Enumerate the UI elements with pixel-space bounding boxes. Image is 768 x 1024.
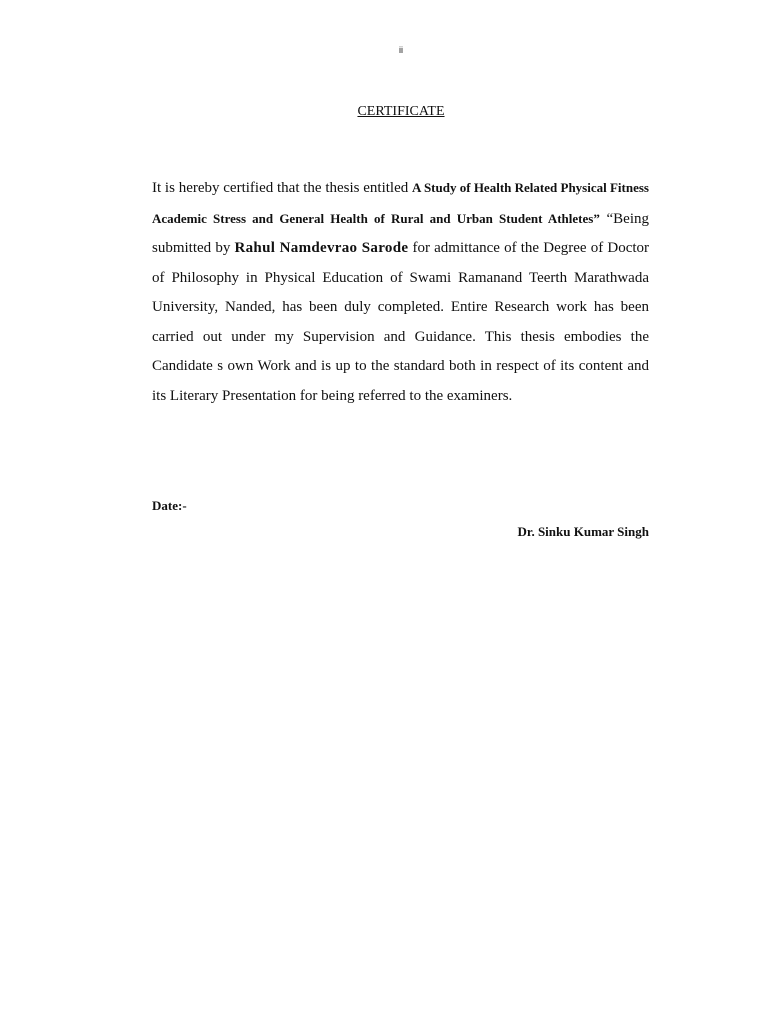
submitted-by-text: “Being submitted by bbox=[152, 210, 649, 256]
page-number: ii bbox=[399, 45, 403, 55]
certificate-statement: for admittance of the Degree of Doctor of Philosophy in Physical Education of Swami Ramanand Teerth Marathwada University, Nanded, has been duly completed. Entire Research work has been carried out under my Supervision and Guidance. This thesis embodies the Candidate s own Work and is up to the standard both in respect of its content and its Literary Presentation for being referred to the examiners. bbox=[152, 240, 650, 404]
date-label: Date:- bbox=[152, 498, 187, 513]
certificate-body bbox=[152, 173, 649, 411]
thesis-title: A Study of Health Related Physical Fitness Academic Stress and General Health of Rural and Urban Student Athletes” bbox=[152, 180, 649, 226]
certificate-intro: It is hereby certified that the thesis entitled bbox=[152, 180, 413, 196]
candidate-name: Rahul Namdevrao Sarode bbox=[234, 240, 409, 256]
signatory-name: Dr. Sinku Kumar Singh bbox=[517, 524, 649, 539]
certificate-heading: CERTIFICATE bbox=[357, 104, 445, 119]
